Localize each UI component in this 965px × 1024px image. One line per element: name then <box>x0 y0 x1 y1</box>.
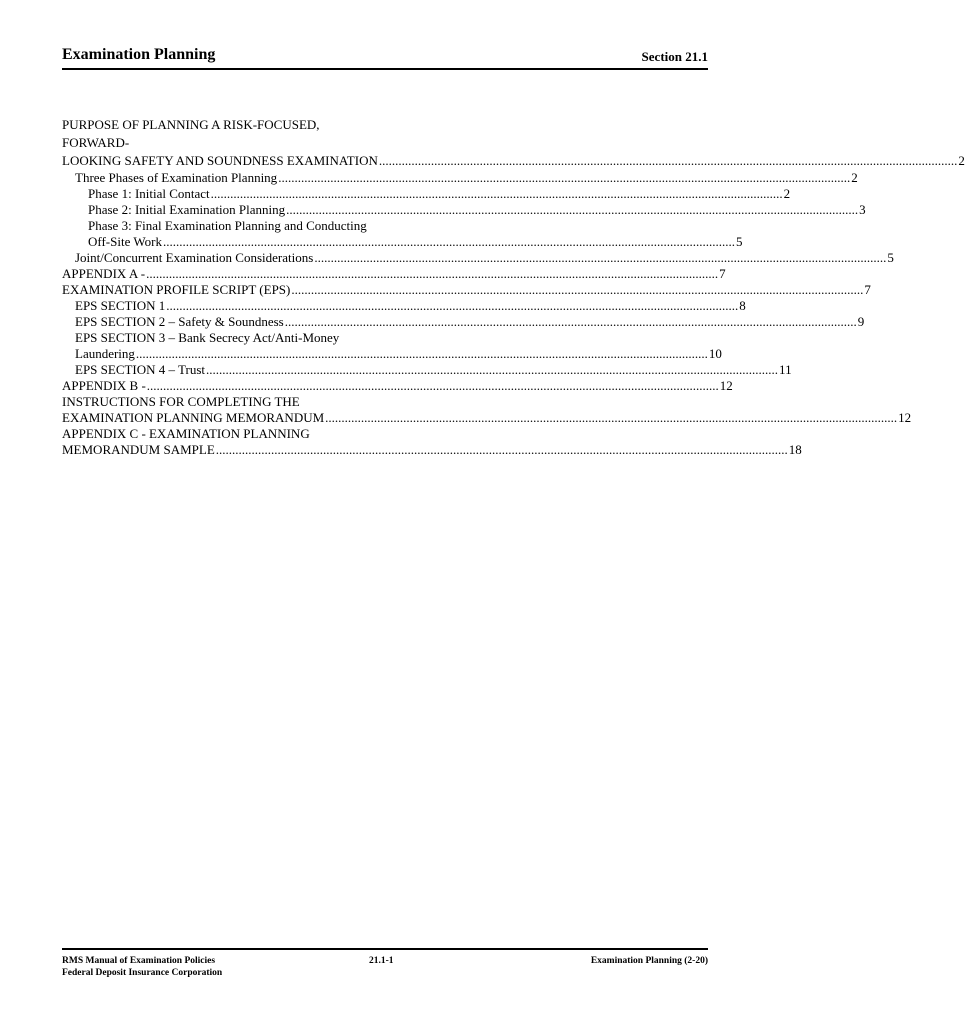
footer-chapter-date: Examination Planning (2-20) <box>590 956 708 966</box>
toc-page-number: 3 <box>859 202 866 217</box>
toc-page-number: 5 <box>887 250 894 265</box>
dot-leader <box>211 186 783 202</box>
toc-entry-line: INSTRUCTIONS FOR COMPLETING THE <box>62 394 300 409</box>
toc-entry-eps-section-4[interactable] <box>62 362 792 378</box>
toc-entry-label: Joint/Concurrent Examination Considerations <box>75 250 314 265</box>
toc-entry-label: APPENDIX B - <box>62 378 146 393</box>
table-of-contents <box>62 116 965 458</box>
toc-entry-label: APPENDIX A - <box>62 266 146 281</box>
toc-entry-joint-concurrent[interactable] <box>62 250 894 266</box>
toc-page-number: 7 <box>719 266 726 281</box>
toc-entry-appendix-c[interactable] <box>62 426 802 458</box>
toc-entry-label: Laundering <box>75 346 135 361</box>
toc-entry-line: APPENDIX C - EXAMINATION PLANNING <box>62 426 310 441</box>
dot-leader <box>136 346 708 362</box>
toc-page-number: 11 <box>779 362 792 377</box>
footer-manual-name: RMS Manual of Examination Policies <box>62 956 216 966</box>
toc-page-number: 2 <box>958 153 965 168</box>
toc-page-number: 9 <box>857 314 865 329</box>
dot-leader <box>285 314 857 330</box>
dot-leader <box>163 234 735 250</box>
toc-entry-phase-1[interactable] <box>62 186 791 202</box>
toc-entry-label: MEMORANDUM SAMPLE <box>62 442 215 457</box>
dot-leader <box>278 170 850 186</box>
toc-entry-instructions[interactable] <box>62 394 912 426</box>
toc-entry-label: Phase 2: Initial Examination Planning <box>88 202 286 217</box>
toc-entry-eps-section-3[interactable] <box>62 330 722 362</box>
toc-page-number: 12 <box>719 378 733 393</box>
page-footer <box>62 955 708 985</box>
toc-page-number: 10 <box>708 346 722 361</box>
toc-entry-label: Off-Site Work <box>88 234 162 249</box>
toc-entry-three-phases[interactable] <box>62 170 858 186</box>
toc-page-number: 12 <box>898 410 912 425</box>
toc-entry-label: EXAMINATION PLANNING MEMORANDUM <box>62 410 325 425</box>
footer-page-number: 21.1-1 <box>369 956 394 966</box>
document-title: Examination Planning <box>62 46 216 63</box>
dot-leader <box>286 202 858 218</box>
toc-entry-label: EXAMINATION PROFILE SCRIPT (EPS) <box>62 282 291 297</box>
footer-publisher <box>62 955 222 979</box>
toc-entry-line: PURPOSE OF PLANNING A RISK-FOCUSED, FORWARD- <box>62 117 320 150</box>
dot-leader <box>147 378 719 394</box>
toc-entry-eps-section-1[interactable] <box>62 298 746 314</box>
toc-entry-phase-2[interactable] <box>62 202 866 218</box>
toc-page-number: 7 <box>864 282 871 297</box>
dot-leader <box>314 250 886 266</box>
toc-entry-label: EPS SECTION 4 – Trust <box>75 362 206 377</box>
toc-entry-eps-section-2[interactable] <box>62 314 865 330</box>
toc-entry-label: LOOKING SAFETY AND SOUNDNESS EXAMINATION <box>62 153 378 168</box>
page-header <box>62 44 708 70</box>
toc-entry-label: Three Phases of Examination Planning <box>75 170 278 185</box>
toc-entry-phase-3[interactable] <box>62 218 743 250</box>
dot-leader <box>216 442 788 458</box>
toc-entry-appendix-b[interactable] <box>62 378 733 394</box>
toc-entry-label: EPS SECTION 1 <box>75 298 166 313</box>
toc-entry-label: EPS SECTION 2 – Safety & Soundness <box>75 314 284 329</box>
toc-page-number: 2 <box>851 170 858 185</box>
toc-entry-label: Phase 1: Initial Contact <box>88 186 210 201</box>
footer-agency-name: Federal Deposit Insurance Corporation <box>62 968 223 978</box>
toc-entry-eps[interactable] <box>62 282 871 298</box>
dot-leader: ..... .. <box>379 152 958 170</box>
dot-leader <box>325 410 897 426</box>
toc-entry-line: EPS SECTION 3 – Bank Secrecy Act/Anti-Money <box>75 330 340 345</box>
dot-leader <box>146 266 718 282</box>
dot-leader <box>206 362 778 378</box>
dot-leader <box>166 298 738 314</box>
header-divider <box>62 68 708 70</box>
toc-page-number: 2 <box>783 186 791 201</box>
toc-page-number: 5 <box>735 234 743 249</box>
dot-leader <box>291 282 863 298</box>
toc-entry-appendix-a[interactable] <box>62 266 726 282</box>
footer-divider <box>62 948 708 950</box>
toc-page-number: 8 <box>739 298 746 313</box>
section-number: Section 21.1 <box>641 49 708 64</box>
toc-page-number: 18 <box>788 442 802 457</box>
toc-entry-purpose[interactable] <box>62 116 965 170</box>
toc-entry-line: Phase 3: Final Examination Planning and Conducting <box>88 218 367 233</box>
